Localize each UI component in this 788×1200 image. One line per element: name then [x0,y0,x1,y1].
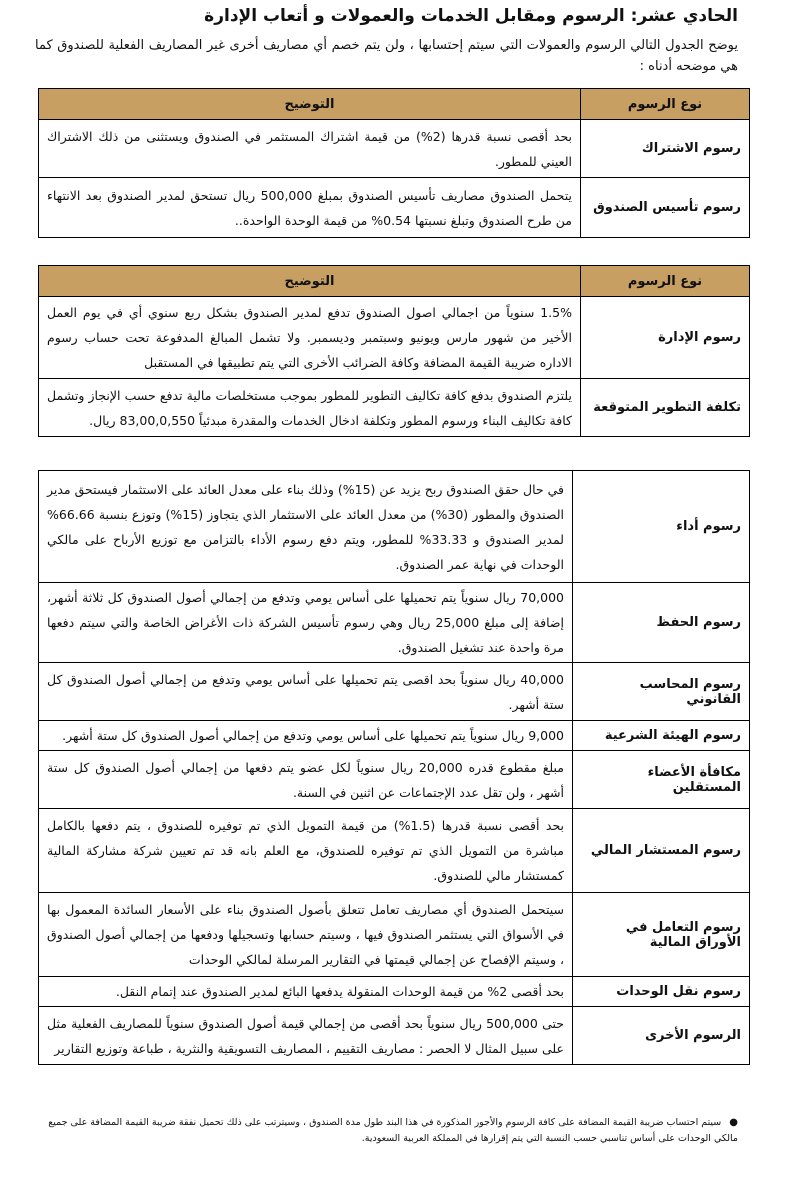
header-description: التوضيح [39,89,581,120]
fees-table-2 [38,265,750,437]
table-row [39,893,750,977]
table-row [39,663,750,721]
fee-name: رسوم أداء [573,471,750,583]
table-row [39,120,750,178]
footnote [40,1115,738,1147]
fee-name: رسوم تأسيس الصندوق [581,178,750,238]
table-row [39,379,750,437]
table-row [39,721,750,751]
fee-name: الرسوم الأخرى [573,1007,750,1065]
fee-name: رسوم الإدارة [581,297,750,379]
table-row [39,809,750,893]
fee-name: رسوم الحفظ [573,583,750,663]
footnote-text: سيتم احتساب ضريبة القيمة المضافة على كافة الرسوم والأجور المذكورة في هذا البند طول مدة الصندوق ، وسيترتب على ذلك تحميل نفقة ضريبة القيمة المضافة على جميع مالكي الوحدات على أساس تناسبي حسب النسبة التي يتم إقرارها في المملكة العربية السعودية. [48,1117,738,1144]
section-title: الحادي عشر: الرسوم ومقابل الخدمات والعمولات و أتعاب الإدارة [204,6,738,26]
fee-description: في حال حقق الصندوق ربح يزيد عن (15%) وذلك بناء على معدل العائد على الاستثمار فيستحق مدير الصندوق والمطور (30%) من معدل العائد على الاستثمار الذي يتجاوز (15%) وتوزع بنسبة 66.66% لمدير الصندوق و 33.33% للمطور، ويتم دفع رسوم الأداء بالتزامن مع توزيع الأرباح على مالكي الوحدات في نهاية عمر الصندوق. [39,471,573,583]
fee-description: 40,000 ريال سنوياً بحد اقصى يتم تحميلها على أساس يومي وتدفع من إجمالي أصول الصندوق كل ستة أشهر. [39,663,573,721]
fee-description: يلتزم الصندوق بدفع كافة تكاليف التطوير للمطور بموجب مستخلصات مالية تدفع حسب الإنجاز وتشمل كافة تكاليف البناء ورسوم المطور وتكلفة ادخال الخدمات والمقدرة مبدئياً 83,00,0,550 ريال. [39,379,581,437]
fee-description: 9,000 ريال سنوياً يتم تحميلها على أساس يومي وتدفع من إجمالي أصول الصندوق كل ستة أشهر. [39,721,573,751]
fee-description: بحد أقصى نسبة قدرها (2%) من قيمة اشتراك المستثمر في الصندوق ويستثنى من ذلك الاشتراك العيني للمطور. [39,120,581,178]
fee-name: رسوم المستشار المالي [573,809,750,893]
fee-description: بحد أقصى نسبة قدرها (1.5%) من قيمة التمويل الذي تم توفيره للصندوق ، يتم دفعها بالكامل مباشرة من التمويل الذي تم توفيره للصندوق، مع العلم بانه قد تم تعيين شركة مشاركة المالية كمستشار مالي للصندوق. [39,809,573,893]
header-fee-type: نوع الرسوم [581,89,750,120]
table-row [39,583,750,663]
header-fee-type: نوع الرسوم [581,266,750,297]
fee-description: بحد أقصى 2% من قيمة الوحدات المنقولة يدفعها البائع لمدير الصندوق عند إتمام النقل. [39,977,573,1007]
fee-description: 1.5% سنوياً من اجمالي اصول الصندوق تدفع لمدير الصندوق بشكل ربع سنوي أي في يوم العمل الأخير من شهور مارس ويونيو وسبتمبر وديسمبر. ولا تشمل المبالغ المدفوعة تحت حساب رسوم الاداره ضريبة القيمة المضافة وكافة الضرائب الأخرى التي يتم تطبيقها في المستقبل [39,297,581,379]
fee-name: رسوم الاشتراك [581,120,750,178]
fee-description: 70,000 ريال سنوياً يتم تحميلها على أساس يومي وتدفع من إجمالي أصول الصندوق كل ثلاثة أشهر، إضافة إلى مبلغ 25,000 ريال وهي رسوم تأسيس الشركة ذات الأغراض الخاصة والتي سيتم دفعها مرة واحدة عند تشغيل الصندوق. [39,583,573,663]
fee-name: تكلفة التطوير المتوقعة [581,379,750,437]
table-row [39,297,750,379]
fee-name: رسوم الهيئة الشرعية [573,721,750,751]
fee-description: سيتحمل الصندوق أي مصاريف تعامل تتعلق بأصول الصندوق بناء على الأسعار السائدة المعمول بها في الأسواق التي يستثمر الصندوق فيها ، وسيتم حسابها وتسجيلها ودفعها من إجمالي أصول الصندوق ، وسيتم الإفصاح عن إجمالي قيمتها في التقارير المرسلة لمالكي الوحدات [39,893,573,977]
fee-name: مكافأة الأعضاء المستقلين [573,751,750,809]
fee-name: رسوم المحاسب القانوني [573,663,750,721]
header-description: التوضيح [39,266,581,297]
fee-name: رسوم التعامل في الأوراق المالية [573,893,750,977]
bullet-icon: ● [729,1117,738,1128]
table-row [39,1007,750,1065]
fee-description: حتى 500,000 ريال سنوياً بحد أقصى من إجمالي قيمة أصول الصندوق سنوياً للمصاريف الفعلية مثل على سبيل المثال لا الحصر : مصاريف التقييم ، المصاريف التسويقية والنثرية ، طباعة وتوزيع التقارير [39,1007,573,1065]
fee-description: يتحمل الصندوق مصاريف تأسيس الصندوق بمبلغ 500,000 ريال تستحق لمدير الصندوق بعد الانتهاء من طرح الصندوق وتبلغ نسبتها 0.54% من قيمة الوحدة الواحدة.. [39,178,581,238]
table-row [39,977,750,1007]
fees-table-3 [38,470,750,1065]
fee-name: رسوم نقل الوحدات [573,977,750,1007]
table-row [39,178,750,238]
table-row [39,471,750,583]
table-row [39,751,750,809]
fee-description: مبلغ مقطوع قدره 20,000 ريال سنوياً لكل عضو يتم دفعها من إجمالي أصول الصندوق كل ستة أشهر ، ولن تقل عدد الإجتماعات عن اثنين في السنة. [39,751,573,809]
fees-table-1 [38,88,750,238]
intro-paragraph: يوضح الجدول التالي الرسوم والعمولات التي سيتم إحتسابها ، ولن يتم خصم أي مصاريف أخرى غير المصاريف الفعلية للصندوق كما هي موضحه أدناه : [35,38,738,74]
